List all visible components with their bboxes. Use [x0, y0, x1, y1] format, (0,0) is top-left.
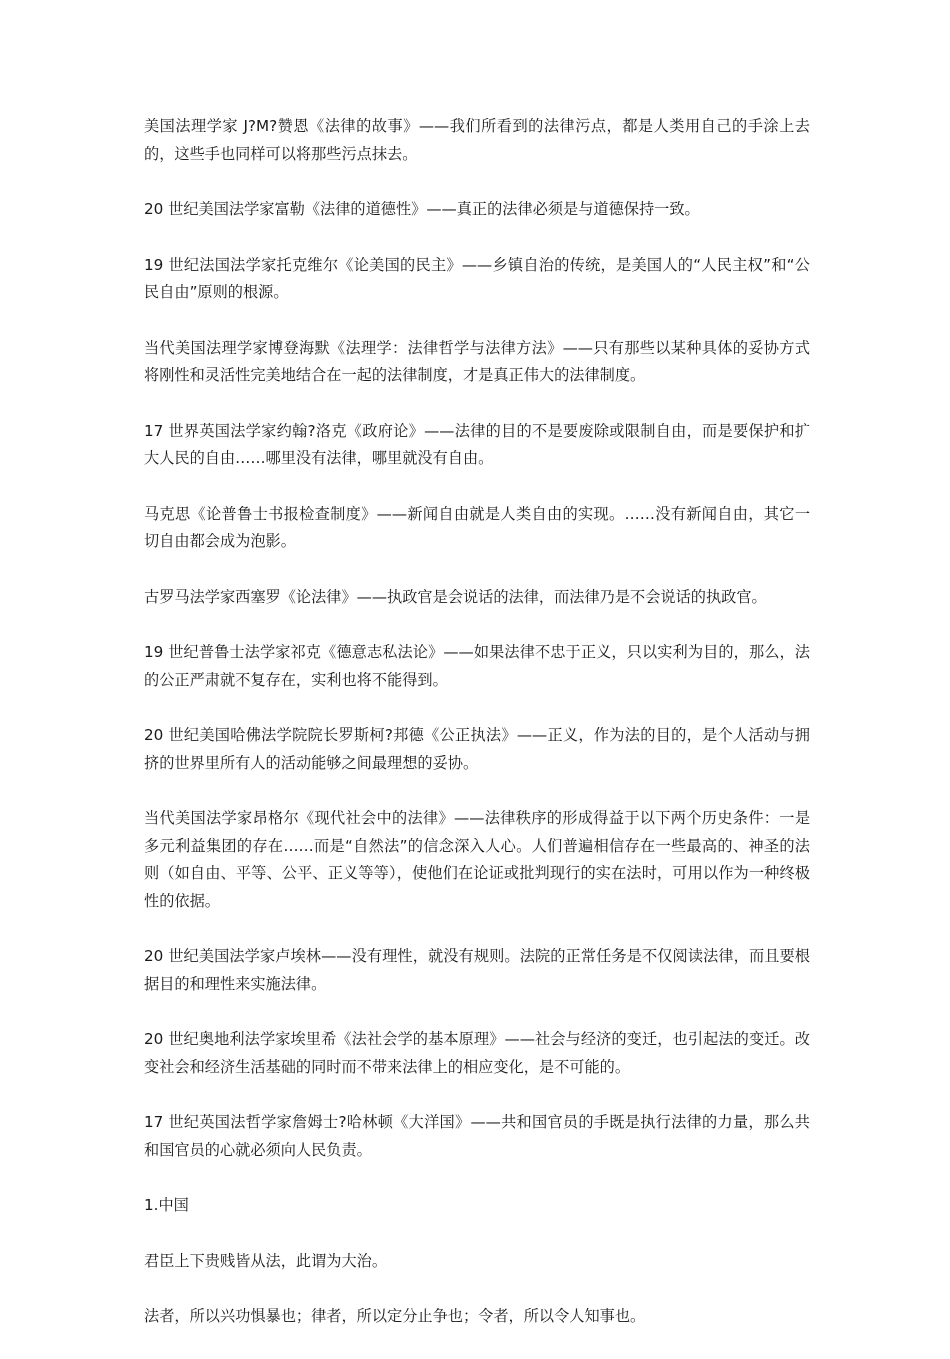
section-heading-china: 1.中国 [144, 1196, 189, 1214]
paragraph-unger-modern-society: 当代美国法学家昂格尔《现代社会中的法律》——法律秩序的形成得益于以下两个历史条件：一是多元利益集团的存在……而是“自然法”的信念深入人心。人们普遍相信存在一些最高的、神圣的法则（如自由、平等、公平、正义等等），使他们在论证或批判现行的实在法时，可用以作为一种终极性的依据。 [144, 809, 810, 910]
paragraph-great-order: 君臣上下贵贱皆从法，此谓为大治。 [144, 1251, 387, 1270]
paragraph-tocqueville-democracy: 19 世纪法国法学家托克维尔《论美国的民主》——乡镇自治的传统，是美国人的“人民主权”和“公民自由”原则的根源。 [144, 255, 810, 301]
paragraph-bodenheimer-jurisprudence: 当代美国法理学家博登海默《法理学：法律哲学与法律方法》——只有那些以某种具体的妥协方式将刚性和灵活性完美地结合在一起的法律制度，才是真正伟大的法律制度。 [144, 338, 810, 384]
paragraph-gierke-private-law: 19 世纪普鲁士法学家祁克《德意志私法论》——如果法律不忠于正义，只以实利为目的，那么，法的公正严肃就不复存在，实利也将不能得到。 [144, 643, 810, 689]
paragraph-ehrlich-sociology-of-law: 20 世纪奥地利法学家埃里希《法社会学的基本原理》——社会与经济的变迁，也引起法的变迁。改变社会和经济生活基础的同时而不带来法律上的相应变化，是不可能的。 [144, 1030, 810, 1076]
paragraph-llewellyn-reason: 20 世纪美国法学家卢埃林——没有理性，就没有规则。法院的正常任务是不仅阅读法律，而且要根据目的和理性来实施法律。 [144, 947, 810, 993]
paragraph-cicero-laws: 古罗马法学家西塞罗《论法律》——执政官是会说话的法律，而法律乃是不会说话的执政官。 [144, 587, 767, 606]
document-body [144, 113, 810, 1359]
paragraph-fuller-morality-of-law: 20 世纪美国法学家富勒《法律的道德性》——真正的法律必须是与道德保持一致。 [144, 200, 700, 218]
paragraph-zann-story-of-law: 美国法理学家 J?M?赞恩《法律的故事》——我们所看到的法律污点，都是人类用自己的手涂上去的，这些手也同样可以将那些污点抹去。 [144, 117, 810, 163]
paragraph-pound-justice: 20 世纪美国哈佛法学院院长罗斯柯?邦德《公正执法》——正义，作为法的目的，是个人活动与拥挤的世界里所有人的活动能够之间最理想的妥协。 [144, 726, 810, 772]
paragraph-law-definition: 法者，所以兴功惧暴也；律者，所以定分止争也；令者，所以令人知事也。 [144, 1307, 646, 1325]
paragraph-harrington-oceana: 17 世纪英国法哲学家詹姆士?哈林顿《大洋国》——共和国官员的手既是执行法律的力量，那么共和国官员的心就必须向人民负责。 [144, 1113, 810, 1159]
paragraph-locke-government: 17 世界英国法学家约翰?洛克《政府论》——法律的目的不是要废除或限制自由，而是要保护和扩大人民的自由……哪里没有法律，哪里就没有自由。 [144, 421, 810, 467]
paragraph-marx-press-freedom: 马克思《论普鲁士书报检查制度》——新闻自由就是人类自由的实现。……没有新闻自由，其它一切自由都会成为泡影。 [144, 504, 810, 550]
